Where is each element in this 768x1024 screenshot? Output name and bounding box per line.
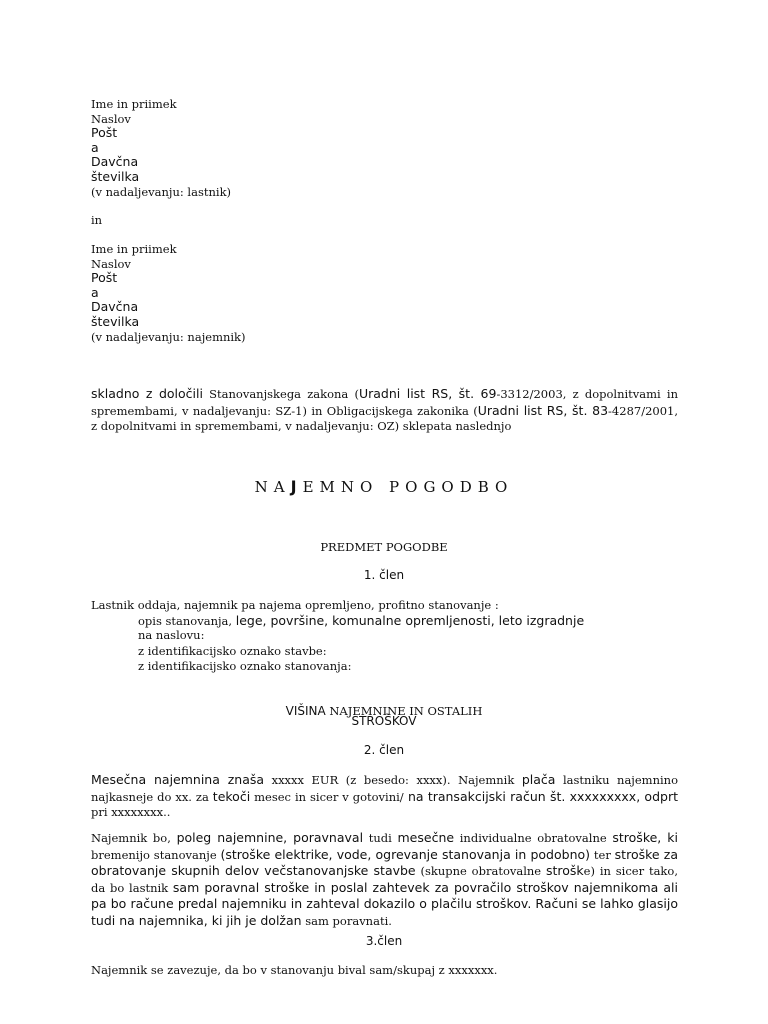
tenant-post-1: Pošt bbox=[91, 270, 118, 286]
list-item bbox=[112, 612, 584, 628]
list-item-text: z identifikacijsko oznako stanovanja: bbox=[138, 659, 352, 674]
list-item-text: z identifikacijsko oznako stavbe: bbox=[138, 643, 327, 658]
list-item bbox=[112, 643, 584, 659]
list-item-text: na naslovu: bbox=[138, 628, 205, 643]
section-heading-subject: PREDMET POGODBE bbox=[320, 540, 448, 554]
article-1-heading: 1. člen bbox=[363, 568, 405, 582]
rent-paragraph: Mesečna najemnina znaša xxxxx EUR (z besedo: xxxx). Najemnik plača lastniku najemnino najkasneje do xx. za tekoči mesec in sicer v gotovini/ na transakcijski račun št. xxxxxxxxx, odprt pri xxxxxxxx.. bbox=[91, 772, 678, 819]
tenant-post-2: a bbox=[91, 284, 99, 300]
landlord-block bbox=[91, 97, 231, 199]
list-item bbox=[112, 659, 584, 675]
list-item bbox=[112, 628, 584, 644]
landlord-tax-2: številka bbox=[91, 168, 140, 184]
landlord-name: Ime in priimek bbox=[91, 97, 177, 111]
costs-paragraph: Najemnik bo, poleg najemnine, poravnaval tudi mesečne individualne obratovalne stroške, ki bremenijo stanovanje (stroške elektrike, vode, ogrevanje stanovanja in podobno) ter stroške za obratovanje skupnih delov večstanovanjske stavbe (skupne obratovalne stroške) in sicer tako, da bo lastnik sam poravnal stroške in poslal zahtevek za povračilo stroškov najemnikoma ali pa bo račune predal najemniku in zahteval dokazilo o plačilu stroškov. Računi se lahko glasijo tudi na najemnika, ki jih je dolžan sam poravnati. bbox=[91, 830, 678, 928]
landlord-post-2: a bbox=[91, 139, 99, 155]
tenant-tax-1: Davčna bbox=[91, 299, 139, 315]
article-2-heading: 2. člen bbox=[363, 743, 405, 757]
landlord-post-1: Pošt bbox=[91, 125, 118, 141]
landlord-role: (v nadaljevanju: lastnik) bbox=[91, 184, 232, 199]
list-item-text: opis stanovanja, bbox=[138, 614, 236, 629]
landlord-tax-1: Davčna bbox=[91, 154, 139, 170]
tenant-role: (v nadaljevanju: najemnik) bbox=[91, 329, 246, 344]
tenant-block bbox=[91, 242, 246, 344]
section-heading-rent-line2: STROŠKOV bbox=[351, 714, 417, 728]
landlord-address: Naslov bbox=[91, 111, 131, 126]
article-3-heading: 3.člen bbox=[365, 934, 403, 948]
cohabitation-text: Najemnik se zavezuje, da bo v stanovanju bival sam/skupaj z xxxxxxx. bbox=[91, 963, 498, 977]
tenant-name: Ime in priimek bbox=[91, 242, 177, 256]
preamble-paragraph: skladno z določili Stanovanjskega zakona (Uradni list RS, št. 69-3312/2003, z dopolnitvami in spremembami, v nadaljevanju: SZ-1) in Obligacijskega zakonika (Uradni list RS, št. 83-4287/2001, z dopolnitvami in spremembami, v nadaljevanju: OZ) sklepata naslednjo bbox=[91, 386, 678, 433]
conjunction: in bbox=[91, 213, 103, 227]
document-title: NAJEMNO POGODBO bbox=[254, 477, 514, 496]
subject-intro: Lastnik oddaja, najemnik pa najema opremljeno, profitno stanovanje : bbox=[91, 598, 499, 612]
list-item-text-emphasis: lege, površine, komunalne opremljenosti, leto izgradnje bbox=[235, 613, 585, 629]
tenant-tax-2: številka bbox=[91, 313, 140, 329]
property-details-list bbox=[112, 612, 584, 674]
section-heading-rent: VIŠINA NAJEMNINE IN OSTALIH bbox=[285, 704, 483, 718]
tenant-address: Naslov bbox=[91, 256, 131, 271]
